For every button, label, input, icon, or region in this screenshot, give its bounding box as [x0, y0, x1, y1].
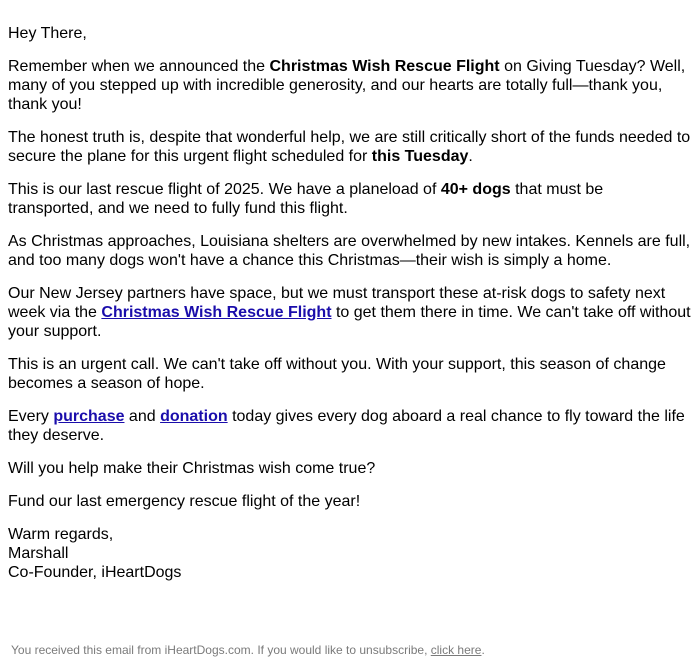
paragraph-new-jersey-partners	[8, 284, 692, 341]
p2-text-a: The honest truth is, despite that wonderful help, we are still critically short of the funds needed to secure the plane for this urgent flight scheduled for	[8, 129, 691, 165]
paragraph-question: Will you help make their Christmas wish come true?	[8, 460, 376, 477]
signature	[8, 525, 692, 582]
p3-text-c: that must be transported, and we need to fully fund this flight.	[8, 181, 604, 217]
p2-bold-day: this Tuesday	[371, 148, 469, 165]
footer-text: You received this email from iHeartDogs.com. If you would like to unsubscribe,	[11, 643, 431, 657]
greeting: Hey There,	[8, 25, 87, 42]
p7-text-b: and	[124, 408, 161, 425]
paragraph-last-flight	[8, 180, 692, 218]
p5-text-a: Our New Jersey partners have space, but we must transport these at-risk dogs to safety next week via the	[8, 285, 666, 321]
unsubscribe-link[interactable]: click here	[430, 643, 482, 657]
purchase-link[interactable]: purchase	[53, 408, 125, 425]
paragraph-urgent-call: This is an urgent call. We can't take off without you. With your support, this season of change becomes a season of hope.	[8, 356, 666, 392]
paragraph-call-to-action: Fund our last emergency rescue flight of the year!	[8, 493, 361, 510]
paragraph-purchase-donation	[8, 407, 692, 445]
signer-title: Co-Founder, iHeartDogs	[8, 564, 182, 581]
paragraph-funding-shortfall	[8, 128, 692, 166]
p3-text-a: This is our last rescue flight of 2025. We have a planeload of	[8, 181, 441, 198]
footer-end: .	[481, 643, 485, 657]
donation-link[interactable]: donation	[160, 408, 228, 425]
paragraph-louisiana-shelters: As Christmas approaches, Louisiana shelters are overwhelmed by new intakes. Kennels are full, and too many dogs won't have a chance this Christmas—their wish is simply a home.	[8, 233, 691, 269]
p3-bold-dog-count: 40+ dogs	[440, 181, 511, 198]
p7-text-a: Every	[8, 408, 54, 425]
p7-text-c: today gives every dog aboard a real chance to fly toward the life they deserve.	[8, 408, 685, 444]
p5-text-c: to get them there in time. We can't take off without your support.	[8, 304, 691, 340]
signoff-line: Warm regards,	[8, 526, 114, 543]
paragraph-giving-tuesday	[8, 57, 692, 114]
p1-bold-flight-name: Christmas Wish Rescue Flight	[269, 58, 500, 75]
rescue-flight-link[interactable]: Christmas Wish Rescue Flight	[101, 304, 332, 321]
email-footer	[11, 643, 485, 657]
p1-text-a: Remember when we announced the	[8, 58, 270, 75]
p2-text-c: .	[468, 148, 473, 165]
p1-text-c: on Giving Tuesday? Well, many of you stepped up with incredible generosity, and our hearts are totally full—thank you, thank you!	[8, 58, 686, 113]
signer-name: Marshall	[8, 545, 69, 562]
